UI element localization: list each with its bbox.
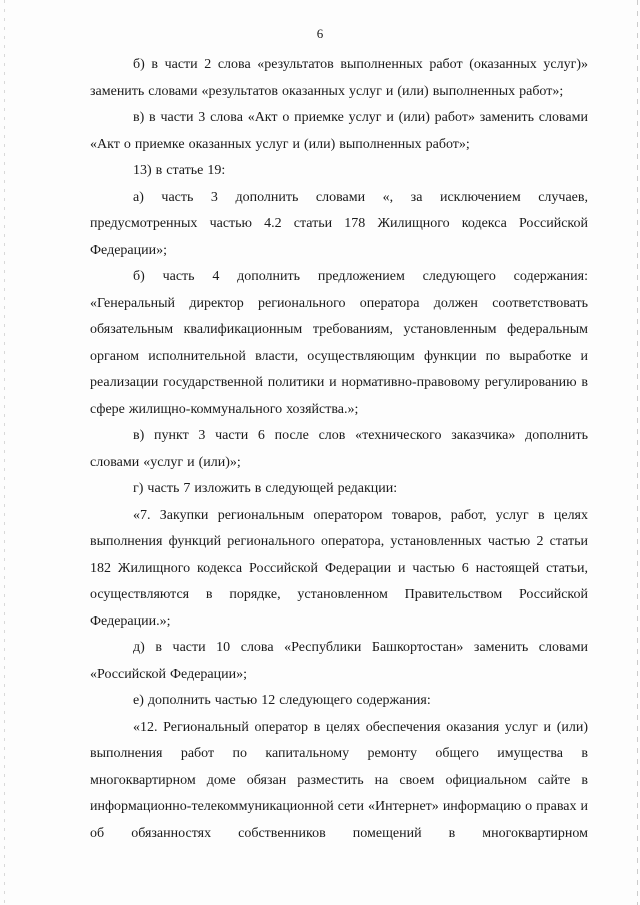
paragraph-a-part3: а) часть 3 дополнить словами «, за исключением случаев, предусмотренных частью 4.2 статьи 178 Жилищного кодекса Российской Федерации»;	[90, 189, 588, 258]
paragraph-g-part7: г) часть 7 изложить в следующей редакции:	[133, 481, 398, 496]
paragraph-13-article19: 13) в статье 19:	[133, 163, 226, 178]
paragraph-v-part3: в) в части 3 слова «Акт о приемке услуг и (или) работ» заменить словами «Акт о приемке оказанных услуг и (или) выполненных работ»;	[90, 110, 588, 152]
document-body	[90, 52, 588, 847]
paragraph-v-part6: в) пункт 3 части 6 после слов «технического заказчика» дополнить словами «услуг и (или)»;	[90, 428, 588, 470]
scan-edge-left	[4, 0, 5, 905]
scan-edge-right	[637, 0, 638, 905]
paragraph-d-part10: д) в части 10 слова «Республики Башкортостан» заменить словами «Российской Федерации»;	[90, 640, 588, 682]
paragraph-e-part12: е) дополнить частью 12 следующего содержания:	[133, 693, 431, 708]
paragraph-b-part2: б) в части 2 слова «результатов выполненных работ (оказанных услуг)» заменить словами «результатов оказанных услуг и (или) выполненных работ»;	[90, 57, 588, 99]
paragraph-b-part4: б) часть 4 дополнить предложением следующего содержания: «Генеральный директор регионального оператора должен соответствовать обязательным квалификационным требованиям, установленным федеральным органом исполнительной власти, осуществляющим функции по выработке и реализации государственной политики и нормативно-правовому регулированию в сфере жилищно-коммунального хозяйства.»;	[90, 269, 588, 417]
page-number: 6	[316, 26, 324, 41]
paragraph-7-procurement: «7. Закупки региональным оператором товаров, работ, услуг в целях выполнения функций регионального оператора, установленных частью 2 статьи 182 Жилищного кодекса Российской Федерации и частью 6 настоящей статьи, осуществляются в порядке, установленном Правительством Российской Федерации.»;	[90, 507, 588, 629]
paragraph-12-regional-operator: «12. Региональный оператор в целях обеспечения оказания услуг и (или) выполнения работ по капитальному ремонту общего имущества в многоквартирном доме обязан разместить на своем официальном сайте в информационно-телекоммуникационной сети «Интернет» информацию о правах и об обязанностях собственников помещений в многоквартирном	[90, 719, 588, 841]
